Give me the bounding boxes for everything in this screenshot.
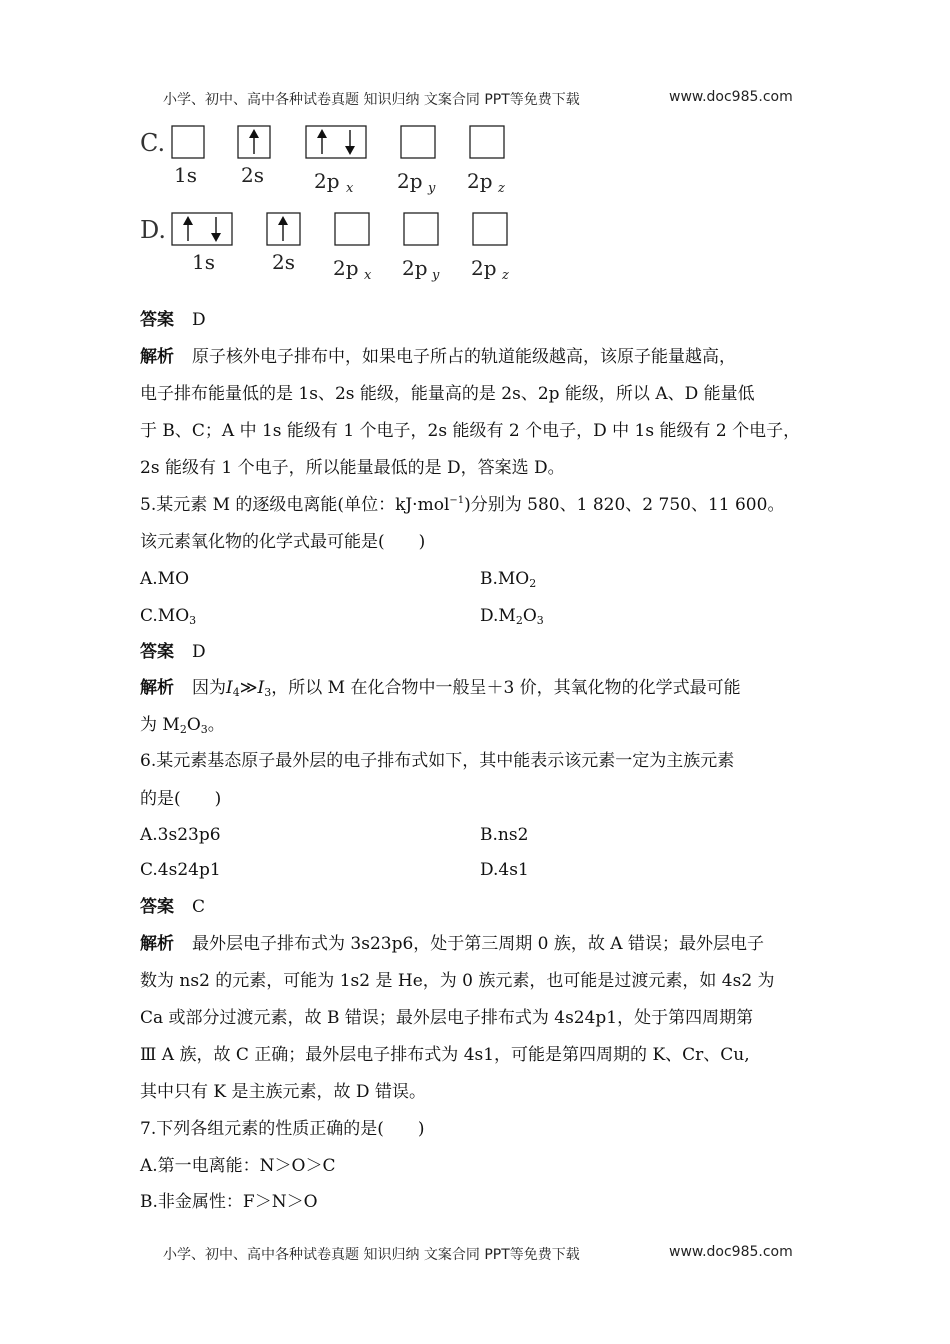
q5-option-d-sub: 3: [536, 614, 544, 627]
q5-analysis-var: I: [226, 678, 233, 698]
up-arrow-icon: [183, 216, 193, 241]
q5-stem-line-1: [140, 494, 784, 516]
orbital-label: 2p: [402, 256, 428, 280]
header-website: www.doc985.com: [669, 89, 793, 105]
q5-stem-text: 5.某元素 M 的逐级电离能(单位：kJ·mol: [140, 495, 450, 515]
q5-option-c: [140, 605, 196, 627]
orbital-box-c-2py: [401, 126, 435, 158]
orbital-label: 1s: [192, 250, 215, 274]
q6-analysis-line-1: [140, 933, 764, 955]
q6-analysis-line-4: Ⅲ A 族，故 C 正确；最外层电子排布式为 4s1，可能是第四周期的 K、Cr、Cu,: [140, 1045, 750, 1065]
q6-option-a: A.3s23p6: [140, 825, 221, 845]
q4-analysis-line-1: [140, 346, 736, 368]
orbital-box-c-2pz: [470, 126, 504, 158]
q7-stem: 7.下列各组元素的性质正确的是( ): [140, 1119, 425, 1139]
orbital-label: 2p: [397, 169, 423, 193]
answer-label: 答案: [140, 310, 174, 330]
q5-analysis-var: I: [257, 678, 265, 698]
down-arrow-icon: [211, 217, 221, 242]
q6-answer: C: [192, 897, 206, 917]
q4-answer: D: [192, 310, 206, 330]
q4-answer-line: [140, 309, 206, 331]
q5-option-b: [480, 568, 536, 590]
q6-analysis-line-2: 数为 ns2 的元素，可能为 1s2 是 He，为 0 族元素，也可能是过渡元素，如 4s2 为: [140, 971, 775, 991]
diagram-d-letter: D.: [140, 216, 167, 244]
q4-analysis-line-4: 2s 能级有 1 个电子，所以能量最低的是 D，答案选 D。: [140, 458, 565, 478]
q5-analysis-text: 。: [207, 715, 225, 735]
q5-analysis-text: ≫: [239, 678, 258, 698]
orbital-sub: x: [346, 181, 354, 196]
answer-label: 答案: [140, 642, 174, 662]
q5-stem-sup: −1: [449, 495, 465, 506]
orbital-label: 2p: [314, 169, 340, 193]
q6-option-d: D.4s1: [480, 860, 529, 880]
orbital-sub: y: [432, 268, 440, 283]
q5-answer-line: [140, 641, 206, 663]
orbital-box-c-2px: [306, 126, 366, 158]
q6-answer-line: [140, 896, 205, 918]
q5-analysis-text: 因为: [192, 678, 226, 698]
orbital-diagram-d: [140, 213, 509, 283]
q5-option-d-sub: 2: [515, 614, 523, 627]
q5-analysis-text: ，所以 M 在化合物中一般呈＋3 价，其氧化物的化学式最可能: [271, 678, 741, 698]
orbital-label: 1s: [174, 163, 197, 187]
up-arrow-icon: [317, 129, 327, 154]
orbital-box-d-2py: [404, 213, 438, 245]
q5-analysis-line-1: [140, 677, 741, 699]
orbital-box-d-1s: [172, 213, 232, 245]
orbital-box-c-1s: [172, 126, 204, 158]
q5-analysis-sub: 2: [179, 723, 187, 736]
q5-option-b-text: B.MO: [480, 569, 530, 589]
orbital-box-d-2pz: [473, 213, 507, 245]
q5-option-b-sub: 2: [529, 577, 537, 590]
q5-option-c-sub: 3: [189, 614, 197, 627]
q6-option-c: C.4s24p1: [140, 860, 221, 880]
q5-analysis-text: 为 M: [140, 715, 180, 735]
q5-analysis-sub: 4: [232, 686, 240, 699]
q5-analysis-text: O: [186, 715, 201, 735]
answer-label: 答案: [140, 897, 174, 917]
orbital-box-d-2px: [335, 213, 369, 245]
orbital-sub: z: [498, 181, 505, 196]
orbital-label: 2s: [241, 163, 264, 187]
orbital-sub: y: [428, 181, 436, 196]
q7-option-a: A.第一电离能：N＞O＞C: [140, 1156, 336, 1176]
q5-stem-text: )分别为 580、1 820、2 750、11 600。: [464, 495, 785, 515]
diagram-c-letter: C.: [140, 129, 166, 157]
q7-option-b: B.非金属性：F＞N＞O: [140, 1192, 318, 1212]
q5-analysis-sub: 3: [200, 723, 208, 736]
orbital-sub: x: [364, 268, 372, 283]
q6-stem-line-1: 6.某元素基态原子最外层的电子排布式如下，其中能表示该元素一定为主族元素: [140, 751, 735, 771]
orbital-label: 2p: [471, 256, 497, 280]
q6-option-b: B.ns2: [480, 825, 529, 845]
orbital-diagram-c: [140, 126, 505, 196]
q6-analysis-line-5: 其中只有 K 是主族元素，故 D 错误。: [140, 1082, 426, 1102]
q6-stem-line-2: 的是( ): [140, 789, 222, 809]
q4-analysis-line-2: 电子排布能量低的是 1s、2s 能级，能量高的是 2s、2p 能级，所以 A、D 能量低: [140, 384, 755, 404]
footer-left-text: 小学、初中、高中各种试卷真题 知识归纳 文案合同 PPT等免费下载: [163, 1247, 580, 1263]
q4-analysis-line-3: 于 B、C；A 中 1s 能级有 1 个电子，2s 能级有 2 个电子，D 中 1s 能级有 2 个电子，: [140, 421, 801, 441]
footer-website: www.doc985.com: [669, 1244, 793, 1260]
q4-analysis-text: 原子核外电子排布中，如果电子所占的轨道能级越高，该原子能量越高，: [192, 347, 736, 367]
orbital-label: 2p: [467, 169, 493, 193]
q5-analysis-sub: 3: [264, 686, 272, 699]
up-arrow-icon: [249, 129, 259, 154]
q5-option-c-text: C.MO: [140, 606, 190, 626]
analysis-label: 解析: [140, 934, 174, 954]
q5-answer: D: [192, 642, 206, 662]
down-arrow-icon: [345, 130, 355, 155]
orbital-label: 2p: [333, 256, 359, 280]
orbital-label: 2s: [272, 250, 295, 274]
orbital-sub: z: [502, 268, 509, 283]
q5-option-d: [480, 605, 544, 627]
q5-stem-line-2: 该元素氧化物的化学式最可能是( ): [140, 532, 426, 552]
q6-analysis-line-3: Ca 或部分过渡元素，故 B 错误；最外层电子排布式为 4s24p1，处于第四周期第: [140, 1008, 754, 1028]
analysis-label: 解析: [140, 678, 174, 698]
analysis-label: 解析: [140, 347, 174, 367]
q6-analysis-text: 最外层电子排布式为 3s23p6，处于第三周期 0 族，故 A 错误；最外层电子: [192, 934, 764, 954]
q5-analysis-line-2: [140, 714, 225, 736]
up-arrow-icon: [278, 216, 288, 241]
orbital-diagrams: [130, 118, 530, 288]
q5-option-a: A.MO: [140, 569, 190, 589]
q5-option-d-text: O: [522, 606, 537, 626]
q5-option-d-text: D.M: [480, 606, 516, 626]
header-left-text: 小学、初中、高中各种试卷真题 知识归纳 文案合同 PPT等免费下载: [163, 92, 580, 108]
